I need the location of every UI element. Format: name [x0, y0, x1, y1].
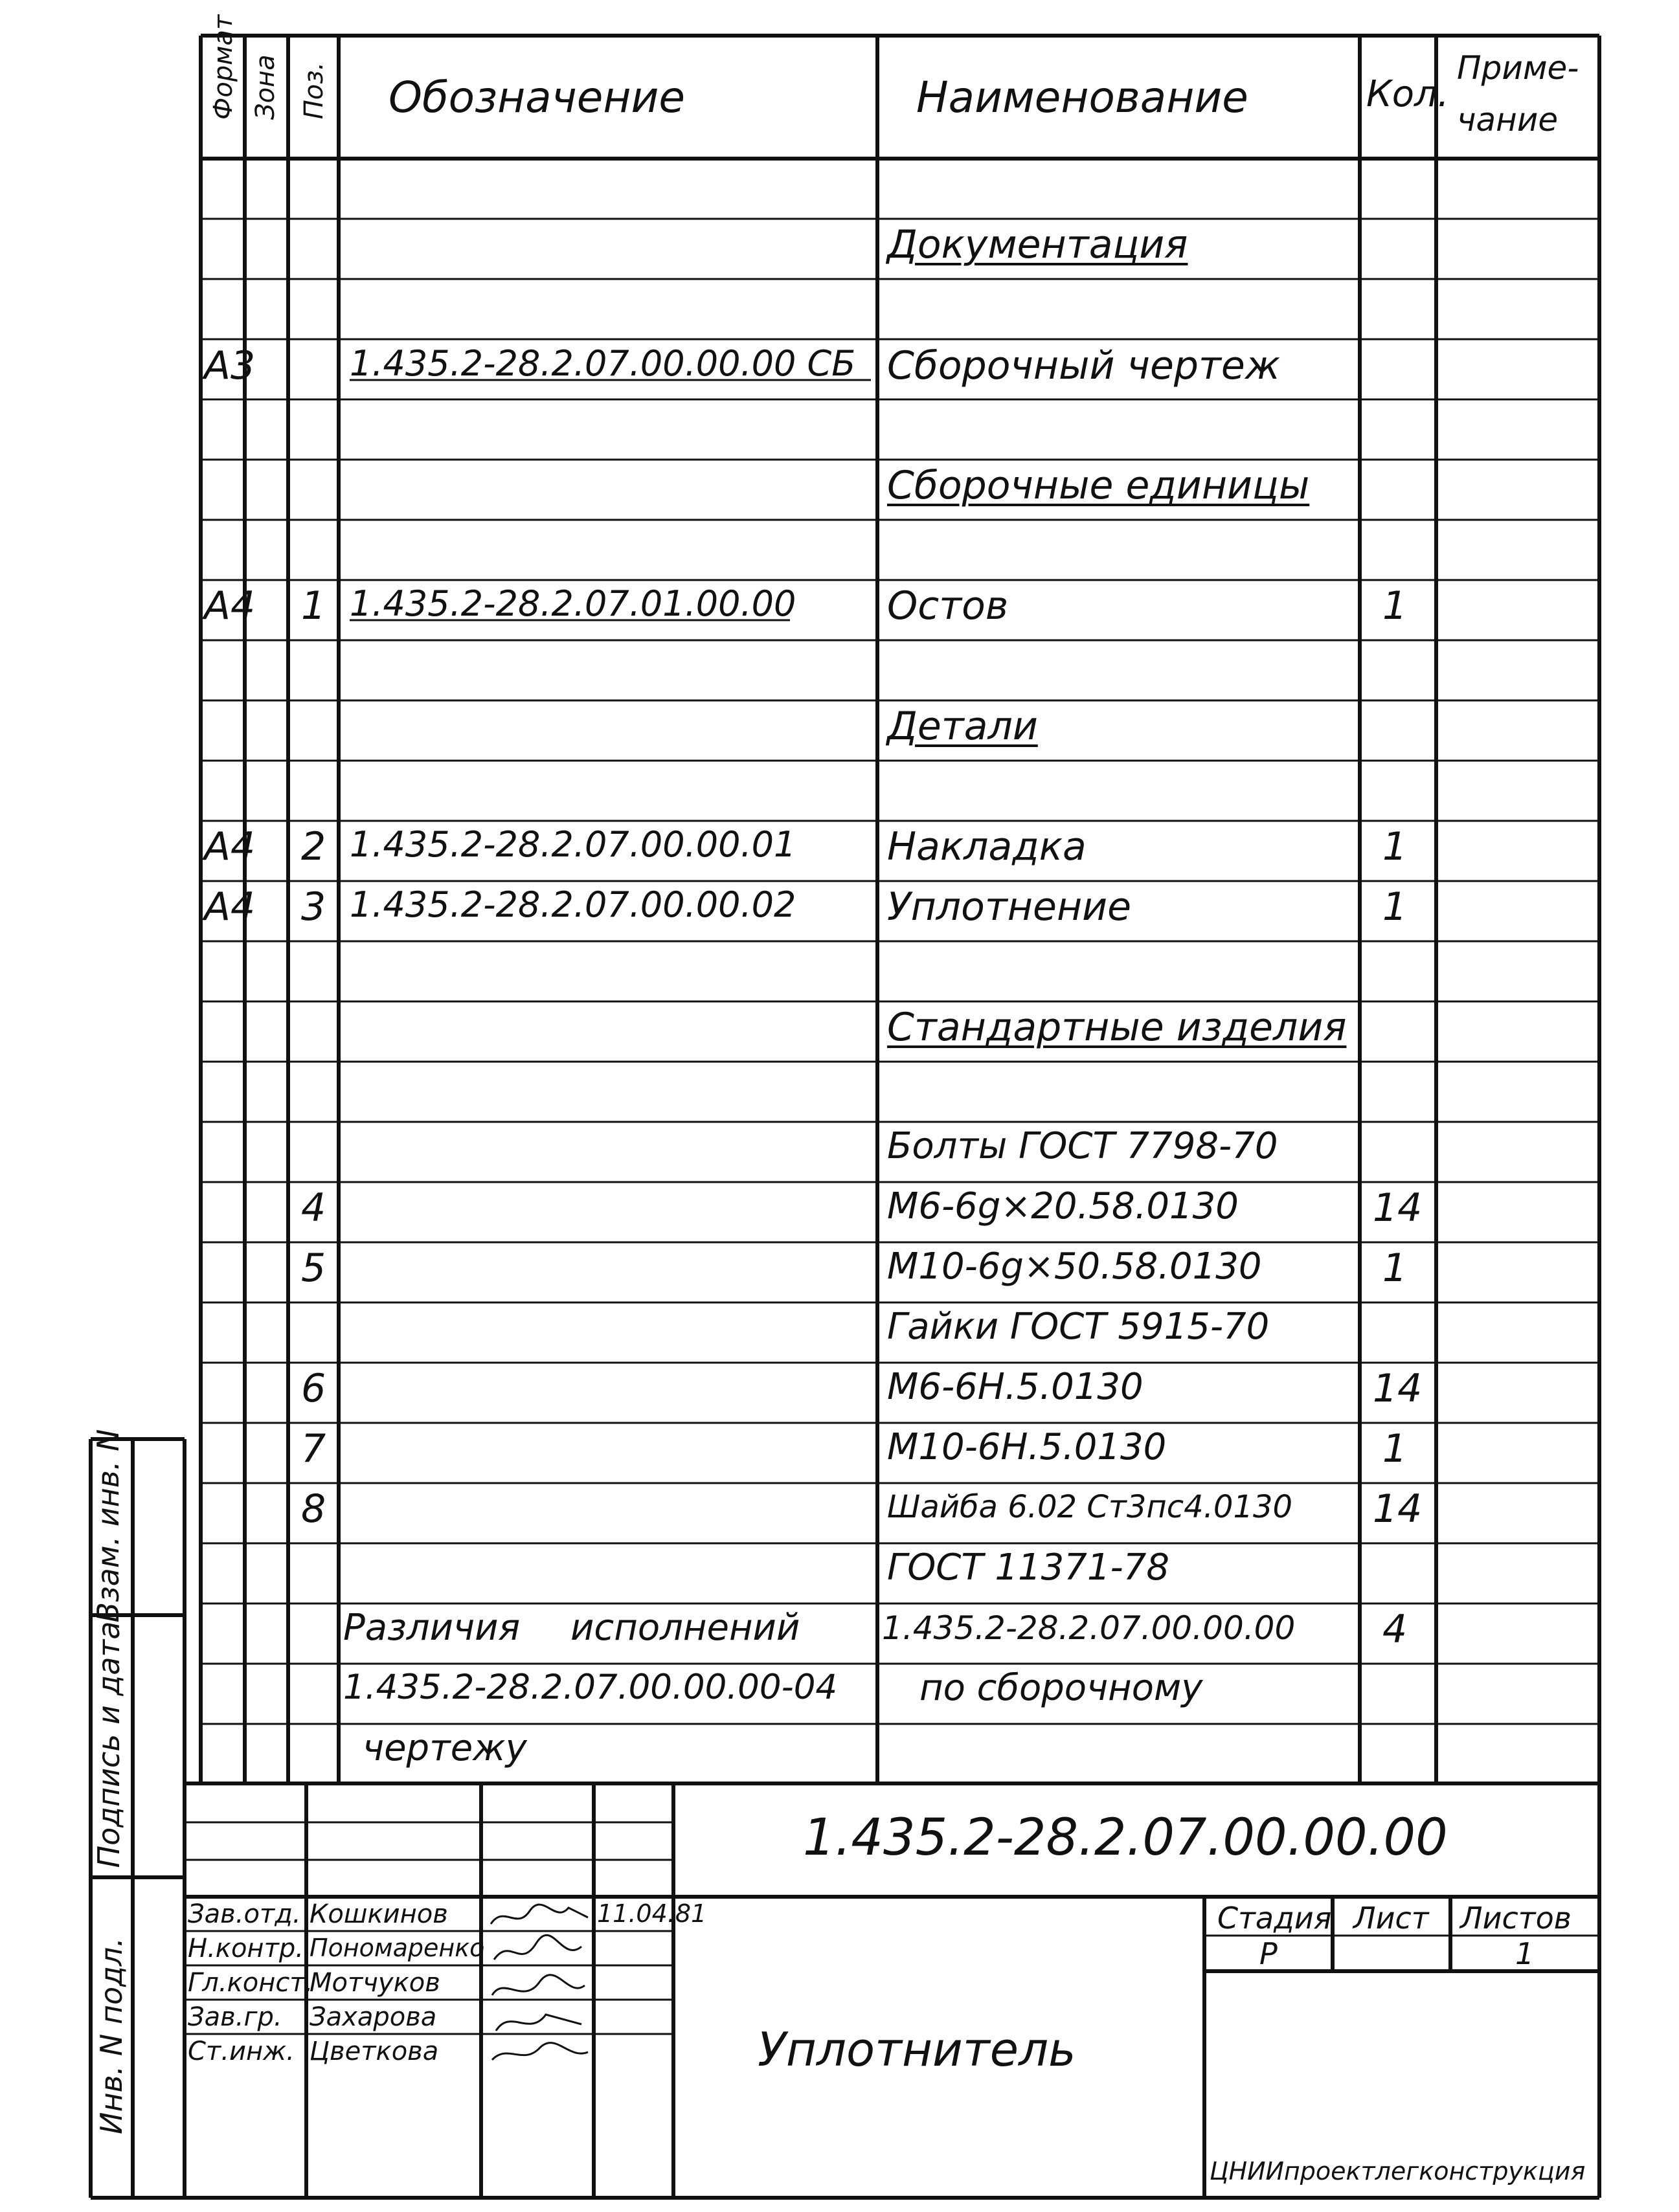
row-format: A4	[204, 583, 256, 629]
row-format: A4	[204, 884, 256, 930]
row-qty: 1	[1382, 884, 1408, 930]
header-name: Наименование	[916, 73, 1248, 122]
signature-marks	[484, 1898, 594, 2066]
row-qty: 14	[1373, 1366, 1423, 1411]
row-format: A4	[204, 824, 256, 869]
row-name: Остов	[887, 583, 1009, 629]
side-stamp-vzam-inv: Взам. инв. N	[91, 1429, 126, 1623]
header-note-line1: Приме-	[1457, 49, 1579, 87]
section-documentation: Документация	[887, 222, 1188, 267]
signatory-name: Кошкинов	[310, 1899, 448, 1929]
row-pos: 7	[301, 1426, 326, 1471]
section-standard-items: Стандартные изделия	[887, 1005, 1347, 1050]
row-qty: 1	[1382, 583, 1408, 629]
row-pos: 8	[301, 1486, 326, 1532]
signatory-name: Захарова	[310, 2002, 437, 2032]
row-name: Уплотнение	[887, 884, 1132, 930]
row-pos: 2	[301, 824, 326, 869]
row-qty: 14	[1373, 1185, 1423, 1231]
row-pos: 1	[301, 583, 326, 629]
row-name: Гайки ГОСТ 5915-70	[887, 1306, 1270, 1348]
signatory-name: Пономаренко	[310, 1934, 485, 1962]
sheets-label: Листов	[1460, 1901, 1572, 1936]
signatory-role: Гл.конст.	[188, 1968, 313, 1998]
row-name: ГОСТ 11371-78	[887, 1547, 1169, 1589]
row-name: М10-6g×50.58.0130	[887, 1246, 1262, 1288]
row-designation: 1.435.2-28.2.07.00.00.02	[350, 884, 796, 925]
row-name: Накладка	[887, 824, 1087, 869]
header-note-line2: чание	[1457, 101, 1559, 139]
header-format: Формат	[208, 14, 238, 120]
header-designation: Обозначение	[389, 73, 685, 122]
row-designation: 1.435.2-28.2.07.01.00.00	[350, 583, 796, 624]
side-stamp-podpis-data: Подпись и дата	[91, 1621, 126, 1868]
row-name: Болты ГОСТ 7798-70	[887, 1125, 1278, 1167]
row-name: М10-6Н.5.0130	[887, 1426, 1167, 1468]
signatory-name: Цветкова	[310, 2037, 439, 2066]
signatory-name: Мотчуков	[310, 1968, 440, 1998]
row-designation: 1.435.2-28.2.07.00.00.00 СБ	[350, 343, 856, 384]
product-title: Уплотнитель	[758, 2022, 1076, 2077]
side-stamp-inv-podl: Инв. N подл.	[94, 1938, 129, 2134]
row-qty: 1	[1382, 1426, 1408, 1471]
organization: ЦНИИпроектлегконструкция	[1210, 2157, 1586, 2185]
signatory-role: Зав.гр.	[188, 2002, 282, 2032]
approval-date: 11.04.81	[597, 1899, 707, 1928]
section-parts: Детали	[887, 704, 1038, 749]
sheets-value: 1	[1515, 1936, 1535, 1971]
variants-label: Различия исполнений	[343, 1607, 800, 1649]
row-qty: 1	[1382, 1246, 1408, 1291]
signatory-role: Зав.отд.	[188, 1899, 301, 1929]
variants-ref-number: 1.435.2-28.2.07.00.00.00	[882, 1609, 1296, 1647]
row-name: М6-6g×20.58.0130	[887, 1185, 1239, 1227]
sheet-label: Лист	[1353, 1901, 1429, 1936]
row-pos: 6	[301, 1366, 326, 1411]
stage-label: Стадия	[1217, 1901, 1332, 1936]
signatory-role: Ст.инж.	[188, 2037, 295, 2066]
variants-by-drawing: по сборочному	[919, 1667, 1203, 1709]
row-name: М6-6Н.5.0130	[887, 1366, 1144, 1408]
variants-range: 1.435.2-28.2.07.00.00.00-04	[343, 1668, 838, 1707]
row-format: A3	[204, 343, 256, 388]
section-assembly-units: Сборочные единицы	[887, 463, 1310, 508]
stage-value: Р	[1259, 1936, 1278, 1971]
document-number: 1.435.2-28.2.07.00.00.00	[803, 1809, 1448, 1867]
header-zone: Зона	[251, 54, 280, 120]
row-designation: 1.435.2-28.2.07.00.00.01	[350, 824, 796, 865]
row-name: Сборочный чертеж	[887, 343, 1280, 388]
row-pos: 3	[301, 884, 326, 930]
header-qty: Кол.	[1366, 73, 1449, 115]
signatory-role: Н.контр.	[188, 1934, 304, 1963]
variants-drawing: чертежу	[363, 1727, 527, 1769]
row-qty: 14	[1373, 1486, 1423, 1532]
variants-qty: 4	[1382, 1607, 1408, 1652]
row-pos: 5	[301, 1246, 326, 1291]
row-pos: 4	[301, 1185, 326, 1231]
header-pos: Поз.	[299, 61, 329, 120]
row-qty: 1	[1382, 824, 1408, 869]
row-name: Шайба 6.02 Ст3пс4.0130	[887, 1489, 1293, 1525]
